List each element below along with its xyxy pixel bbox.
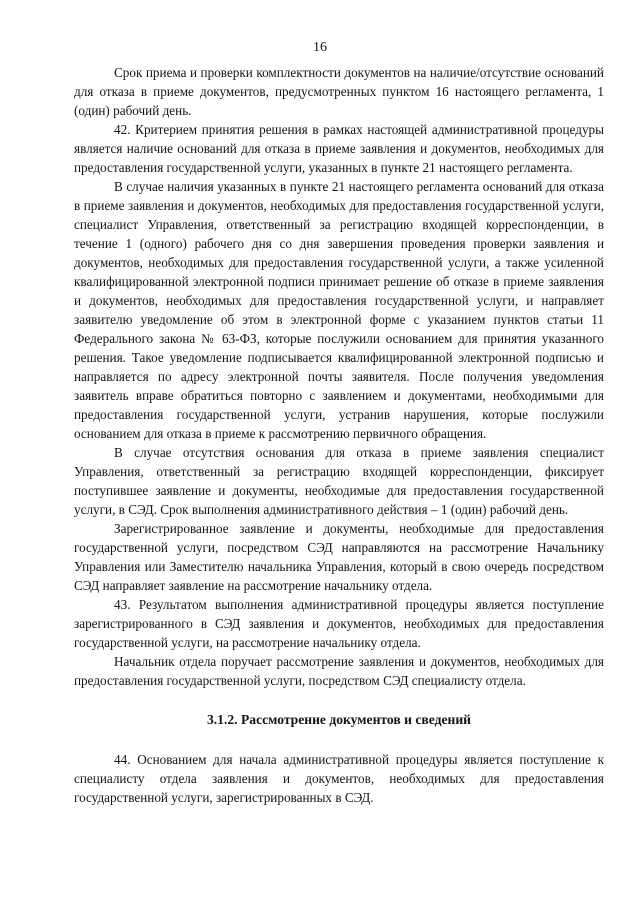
paragraph-registered-forwarding: Зарегистрированное заявление и документы, необходимые для предоставления государственной услуги, посредством СЭД направляются на рассмотрение Начальнику Управления или Заместителю начальника Управления, который в свою очередь посредством СЭД направляет заявление на рассмотрение начальнику отдела. [74, 521, 604, 593]
paragraph-refusal-grounds: В случае наличия указанных в пункте 21 настоящего регламента оснований для отказа в приеме заявления и документов, необходимых для предоставления государственной услуги, специалист Управления, ответственный за регистрацию входящей корреспонденции, в течение 1 (одного) рабочего дня со дня завершения проведения проверки заявления и документов, необходимых для предоставления государственной услуги, а также усиленной квалифицированной электронной подписи принимает решение об отказе в приеме заявления и документов, необходимых для предоставления государственной услуги, и направляет заявителю уведомление об этом в электронной форме с указанием пунктов статьи 11 Федерального закона № 63-ФЗ, которые послужили основанием для принятия указанного решения. Такое уведомление подписывается квалифицированной электронной подписью и направляется по адресу электронной почты заявителя. После получения уведомления заявитель вправе обратиться повторно с заявлением и документами, необходимыми для предоставления государственной услуги, устранив нарушения, которые послужили основанием для отказа в приеме к рассмотрению первичного обращения. [74, 179, 604, 441]
paragraph-no-refusal-registration: В случае отсутствия основания для отказа в приеме заявления специалист Управления, ответственный за регистрацию входящей корреспонденции, фиксирует поступившее заявление и документы, необходимые для предоставления государственной услуги, в СЭД. Срок выполнения административного действия – 1 (один) рабочий день. [74, 445, 604, 517]
paragraph-44-basis: 44. Основанием для начала административной процедуры является поступление к специалисту отдела заявления и документов, необходимых для предоставления государственной услуги, зарегистрированных в СЭД. [74, 752, 604, 805]
paragraph-43-result: 43. Результатом выполнения административной процедуры является поступление зарегистрированного в СЭД заявления и документов, необходимых для предоставления государственной услуги, на рассмотрение начальнику отдела. [74, 597, 604, 650]
paragraph-department-head-assigns: Начальник отдела поручает рассмотрение заявления и документов, необходимых для предоставления государственной услуги, посредством СЭД специалисту отдела. [74, 654, 604, 688]
paragraph-42-decision-criterion: 42. Критерием принятия решения в рамках настоящей административной процедуры является наличие оснований для отказа в приеме заявления и документов, необходимых для предоставления государственной услуги, указанных в пункте 21 настоящего регламента. [74, 122, 604, 175]
page-number: 16 [313, 40, 327, 55]
section-heading-3-1-2: 3.1.2. Рассмотрение документов и сведений [206, 712, 471, 727]
document-body [74, 63, 604, 807]
paragraph-document-check-deadline: Срок приема и проверки комплектности документов на наличие/отсутствие оснований для отказа в приеме документов, предусмотренных пунктом 16 настоящего регламента, 1 (один) рабочий день. [74, 65, 604, 118]
